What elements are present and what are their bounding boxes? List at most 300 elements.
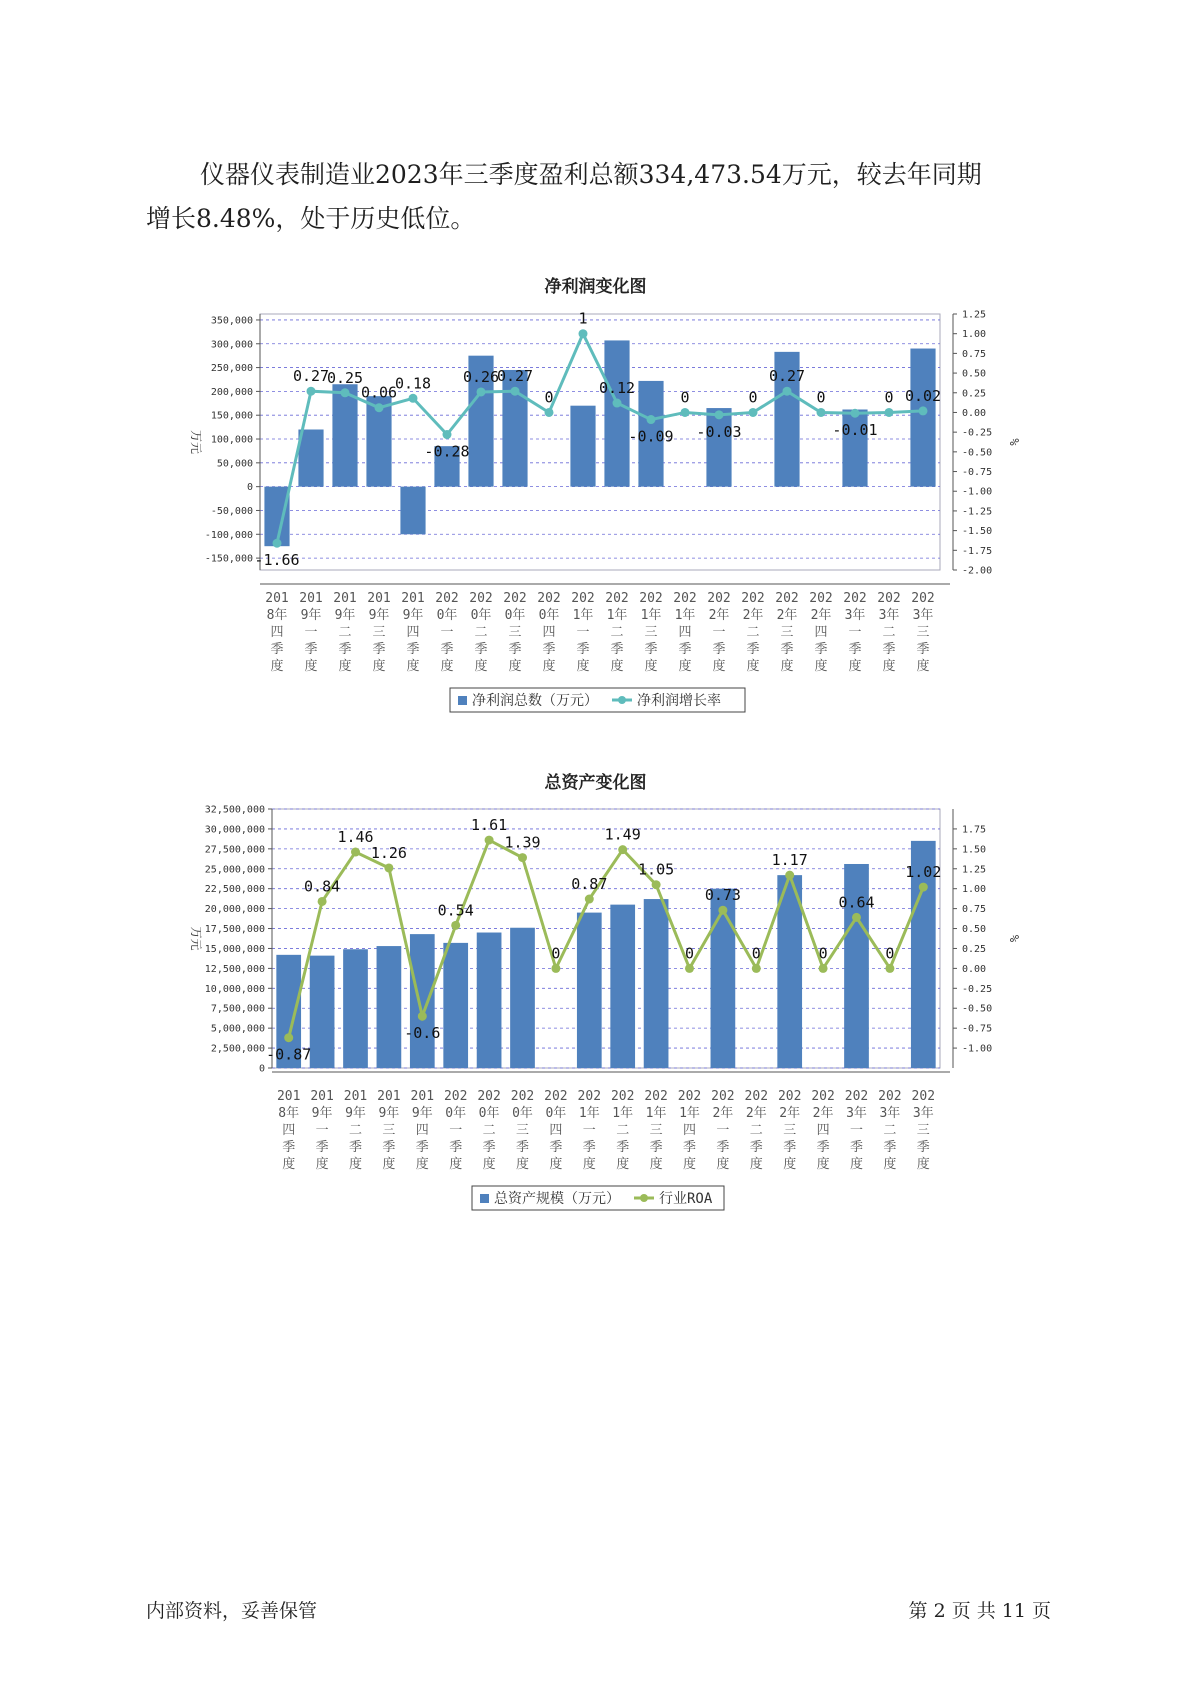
y2-tick-label: 1.25 [962, 309, 987, 321]
data-label: 0.73 [704, 886, 741, 905]
x-tick-label: 9年 [368, 608, 390, 623]
y2-axis-title: % [1007, 438, 1021, 446]
bar [377, 946, 402, 1068]
y2-tick-label: 0.00 [962, 407, 987, 419]
line-point [451, 921, 460, 930]
x-tick-label: 202 [544, 1089, 568, 1104]
data-label: 0.25 [326, 368, 364, 387]
data-label: 0.54 [437, 901, 474, 920]
x-tick-label: 度 [814, 659, 828, 674]
x-tick-label: 季 [816, 1140, 830, 1155]
y2-tick-label: -1.75 [962, 545, 993, 557]
x-tick-label: 度 [882, 659, 896, 674]
x-tick-label: 一 [315, 1123, 329, 1138]
x-tick-label: 季 [372, 642, 386, 657]
x-tick-label: 季 [304, 642, 318, 657]
x-tick-label: 9年 [300, 608, 322, 623]
line-point [273, 539, 282, 548]
y-tick-label: 30,000,000 [204, 824, 265, 836]
y2-tick-label: -0.75 [962, 1023, 993, 1035]
x-tick-label: 季 [848, 642, 862, 657]
x-tick-label: 季 [883, 1140, 897, 1155]
y-tick-label: 250,000 [210, 363, 253, 375]
x-tick-label: 三 [916, 1123, 930, 1138]
legend-bar-swatch [480, 1194, 489, 1203]
x-tick-label: 202 [843, 591, 867, 606]
x-tick-label: 一 [712, 625, 726, 640]
x-tick-label: 202 [610, 1089, 635, 1104]
x-tick-label: 季 [576, 642, 590, 657]
line-point [715, 410, 724, 419]
x-tick-label: 三 [372, 625, 386, 640]
x-tick-label: 三 [508, 625, 522, 640]
y-tick-label: 12,500,000 [204, 963, 265, 975]
line-point [852, 913, 861, 922]
y2-tick-label: 0.25 [962, 943, 987, 955]
line-point [851, 409, 860, 418]
x-tick-label: 度 [616, 1157, 630, 1172]
data-label: 0 [816, 388, 826, 407]
x-tick-label: 2年 [712, 1106, 734, 1121]
line-point [783, 387, 792, 396]
x-tick-label: 度 [916, 659, 930, 674]
x-tick-label: 度 [849, 1157, 864, 1172]
data-label: 0.06 [360, 383, 398, 402]
x-tick-label: 202 [673, 591, 697, 606]
x-tick-label: 202 [744, 1089, 769, 1104]
x-tick-label: 一 [716, 1123, 730, 1138]
x-tick-label: 9年 [345, 1106, 366, 1121]
data-label: 1.49 [604, 825, 641, 844]
x-tick-label: 度 [282, 1157, 296, 1172]
x-tick-label: 季 [482, 1140, 496, 1155]
x-tick-label: 一 [849, 1123, 864, 1138]
net-profit-chart [0, 300, 1191, 720]
legend-bar-swatch [458, 696, 467, 705]
bar [644, 899, 669, 1068]
x-tick-label: 3年 [879, 1106, 901, 1121]
x-tick-label: 度 [746, 659, 760, 674]
x-tick-label: 季 [916, 642, 930, 657]
line-point [819, 964, 828, 973]
x-tick-label: 三 [382, 1123, 396, 1138]
x-tick-label: 一 [440, 625, 454, 640]
x-tick-label: 度 [440, 659, 454, 674]
x-tick-label: 202 [577, 1089, 602, 1104]
x-tick-label: 四 [816, 1123, 830, 1138]
data-label: 0.12 [598, 379, 636, 398]
x-tick-label: 度 [542, 659, 556, 674]
x-tick-label: 季 [682, 1140, 697, 1155]
x-tick-label: 季 [449, 1140, 463, 1155]
x-tick-label: 202 [477, 1089, 501, 1104]
x-tick-label: 季 [542, 642, 556, 657]
line-point [409, 394, 418, 403]
data-label: 1.46 [337, 828, 374, 847]
x-tick-label: 202 [639, 591, 663, 606]
data-label: 1.39 [504, 833, 541, 852]
line-point [752, 964, 761, 973]
x-tick-label: 度 [848, 659, 862, 674]
x-tick-label: 一 [576, 625, 590, 640]
x-tick-label: 二 [474, 625, 488, 640]
x-tick-label: 1年 [645, 1106, 667, 1121]
y2-tick-label: 0.50 [962, 924, 987, 936]
x-tick-label: 202 [503, 591, 527, 606]
x-tick-label: 季 [783, 1140, 797, 1155]
x-tick-label: 度 [372, 659, 386, 674]
data-label: 0.27 [496, 367, 534, 386]
data-label: -0.03 [696, 422, 742, 441]
x-tick-label: 2年 [742, 608, 764, 623]
x-tick-label: 季 [382, 1140, 396, 1155]
chart1-title: 净利润变化图 [544, 277, 647, 297]
x-tick-label: 201 [310, 1089, 334, 1104]
x-tick-label: 度 [449, 1157, 463, 1172]
x-tick-label: 202 [844, 1089, 869, 1104]
y2-tick-label: 0.25 [962, 388, 987, 400]
x-tick-label: 202 [711, 1089, 735, 1104]
total-assets-chart [0, 796, 1191, 1216]
line-point [681, 408, 690, 417]
x-tick-label: 季 [749, 1140, 763, 1155]
data-label: 0.84 [304, 877, 341, 896]
x-tick-label: 度 [816, 1157, 830, 1172]
y-tick-label: 22,500,000 [204, 884, 265, 896]
data-label: 0 [680, 388, 690, 407]
x-tick-label: 201 [333, 591, 357, 606]
x-tick-label: 度 [576, 659, 590, 674]
y2-tick-label: 1.00 [962, 329, 987, 341]
x-tick-label: 季 [678, 642, 692, 657]
x-tick-label: 四 [678, 625, 692, 640]
y-tick-label: 0 [258, 1063, 265, 1075]
y-tick-label: 300,000 [210, 339, 253, 351]
x-tick-label: 季 [746, 642, 760, 657]
x-tick-label: 一 [449, 1123, 463, 1138]
x-tick-label: 202 [644, 1089, 668, 1104]
legend-line-label: 净利润增长率 [637, 693, 721, 709]
y-tick-label: 32,500,000 [204, 804, 265, 816]
data-label: 0 [748, 388, 758, 407]
data-label: 0 [751, 944, 761, 963]
x-tick-label: 0年 [545, 1106, 567, 1121]
x-tick-label: 四 [542, 625, 556, 640]
x-tick-label: 季 [814, 642, 828, 657]
x-tick-label: 度 [348, 1157, 363, 1172]
y2-tick-label: 0.00 [962, 963, 987, 975]
x-tick-label: 度 [582, 1157, 596, 1172]
data-label: 0.87 [571, 875, 608, 894]
bar [604, 340, 629, 486]
x-tick-label: 季 [610, 642, 624, 657]
x-tick-label: 度 [678, 659, 692, 674]
y-tick-label: 10,000,000 [204, 983, 265, 995]
x-tick-label: 四 [682, 1123, 697, 1138]
x-tick-label: 1年 [612, 1106, 634, 1121]
x-tick-label: 0年 [445, 1106, 467, 1121]
x-tick-label: 度 [508, 659, 522, 674]
x-tick-label: 202 [911, 591, 935, 606]
data-label: 0.27 [768, 367, 806, 386]
x-tick-label: 季 [916, 1140, 930, 1155]
x-tick-label: 9年 [378, 1106, 400, 1121]
x-tick-label: 度 [474, 659, 488, 674]
y-tick-label: 20,000,000 [204, 904, 265, 916]
x-tick-label: 二 [616, 1123, 630, 1138]
chart2-title: 总资产变化图 [544, 773, 647, 793]
line-point [685, 964, 694, 973]
x-tick-label: 度 [338, 659, 352, 674]
data-label: 1 [578, 309, 588, 328]
y-tick-label: 350,000 [210, 315, 253, 327]
line-point [652, 880, 661, 889]
plot-area [260, 314, 940, 570]
x-tick-label: 0年 [478, 1106, 500, 1121]
x-tick-label: 3年 [912, 608, 934, 623]
y2-axis-title: % [1007, 934, 1021, 943]
x-tick-label: 202 [878, 1089, 902, 1104]
line-point [919, 883, 928, 892]
x-tick-label: 四 [415, 1123, 429, 1138]
data-label: 0.27 [292, 367, 330, 386]
bar [910, 349, 935, 487]
line-point [817, 408, 826, 417]
x-tick-label: 度 [406, 659, 420, 674]
data-label: 0 [885, 944, 895, 963]
line-point [375, 403, 384, 412]
x-tick-label: 一 [848, 625, 862, 640]
y2-tick-label: -1.50 [962, 526, 993, 538]
y-axis-title: 万元 [189, 429, 203, 455]
y-tick-label: -50,000 [210, 505, 253, 517]
line-point [647, 415, 656, 424]
x-tick-label: 一 [304, 625, 318, 640]
line-point [885, 408, 894, 417]
x-tick-label: 二 [749, 1123, 763, 1138]
x-tick-label: 四 [814, 625, 828, 640]
x-tick-label: 三 [515, 1123, 530, 1138]
x-tick-label: 季 [338, 642, 352, 657]
y2-tick-label: -2.00 [962, 565, 993, 577]
x-tick-label: 202 [775, 591, 799, 606]
x-tick-label: 度 [304, 659, 318, 674]
y-tick-label: 200,000 [210, 386, 253, 398]
legend-line-label: 行业ROA [659, 1191, 713, 1207]
x-tick-label: 3年 [846, 1106, 867, 1121]
data-label: 0 [544, 388, 554, 407]
x-tick-label: 3年 [878, 608, 900, 623]
data-label: -0.28 [424, 442, 470, 461]
x-tick-label: 度 [382, 1157, 396, 1172]
line-point [919, 406, 928, 415]
x-tick-label: 2年 [745, 1106, 767, 1121]
x-tick-label: 季 [882, 642, 896, 657]
x-tick-label: 度 [549, 1157, 563, 1172]
data-label: 0 [884, 388, 894, 407]
x-tick-label: 三 [649, 1123, 663, 1138]
y2-tick-label: -0.25 [962, 983, 993, 995]
data-label: 0 [551, 944, 561, 963]
x-tick-label: 0年 [512, 1106, 533, 1121]
y-tick-label: 2,500,000 [210, 1043, 265, 1055]
x-tick-label: 201 [410, 1089, 435, 1104]
data-label: 1.02 [905, 863, 942, 882]
data-label: -1.66 [254, 551, 300, 570]
x-tick-label: 季 [712, 642, 726, 657]
x-tick-label: 0年 [436, 608, 458, 623]
y-tick-label: 7,500,000 [210, 1003, 265, 1015]
x-tick-label: 201 [401, 591, 425, 606]
x-tick-label: 季 [716, 1140, 730, 1155]
data-label: 1.05 [638, 860, 675, 879]
x-tick-label: 四 [406, 625, 420, 640]
x-tick-label: 二 [348, 1123, 363, 1138]
x-tick-label: 3年 [912, 1106, 934, 1121]
x-tick-label: 202 [877, 591, 901, 606]
bar [777, 875, 802, 1068]
x-tick-label: 一 [582, 1123, 596, 1138]
x-tick-label: 201 [276, 1089, 301, 1104]
x-tick-label: 季 [644, 642, 658, 657]
bar [711, 889, 736, 1068]
paragraph-line-2: 增长8.48%，处于历史低位。 [146, 204, 476, 233]
x-tick-label: 202 [741, 591, 765, 606]
x-tick-label: 度 [883, 1157, 897, 1172]
bar [343, 949, 368, 1068]
x-tick-label: 季 [515, 1140, 530, 1155]
footer-left: 内部资料，妥善保管 [146, 1600, 318, 1622]
x-tick-label: 度 [315, 1157, 329, 1172]
x-tick-label: 0年 [470, 608, 492, 623]
paragraph-line-1: 仪器仪表制造业2023年三季度盈利总额334,473.54万元，较去年同期 [200, 160, 982, 189]
x-tick-label: 度 [644, 659, 658, 674]
x-tick-label: 季 [549, 1140, 563, 1155]
line-point [551, 964, 560, 973]
data-label: -0.87 [266, 1045, 312, 1064]
x-tick-label: 度 [415, 1157, 429, 1172]
y-tick-label: 27,500,000 [204, 844, 265, 856]
x-tick-label: 0年 [538, 608, 560, 623]
x-tick-label: 202 [911, 1089, 936, 1104]
bar [577, 913, 602, 1068]
data-label: 0.26 [462, 367, 500, 386]
x-tick-label: 3年 [844, 608, 866, 623]
x-tick-label: 201 [265, 591, 289, 606]
y2-tick-label: -0.50 [962, 1003, 993, 1015]
data-label: 0 [684, 944, 695, 963]
data-label: 0 [818, 944, 828, 963]
x-tick-label: 度 [482, 1157, 496, 1172]
bar [298, 429, 323, 486]
x-tick-label: 季 [616, 1140, 630, 1155]
x-tick-label: 二 [610, 625, 624, 640]
x-tick-label: 度 [649, 1157, 663, 1172]
x-tick-label: 1年 [606, 608, 628, 623]
x-tick-label: 2年 [779, 1106, 801, 1121]
x-tick-label: 2年 [708, 608, 730, 623]
x-tick-label: 202 [777, 1089, 802, 1104]
line-point [341, 388, 350, 397]
x-tick-label: 8年 [266, 608, 288, 623]
x-tick-label: 季 [415, 1140, 429, 1155]
line-point [307, 387, 316, 396]
line-point [585, 895, 594, 904]
y-tick-label: 150,000 [210, 410, 253, 422]
x-tick-label: 四 [549, 1123, 563, 1138]
y2-tick-label: -1.00 [962, 486, 993, 498]
line-point [485, 836, 494, 845]
x-tick-label: 季 [315, 1140, 329, 1155]
x-tick-label: 202 [811, 1089, 835, 1104]
x-tick-label: 季 [440, 642, 454, 657]
legend-line-marker [618, 696, 626, 704]
x-tick-label: 季 [780, 642, 794, 657]
data-label: 0.02 [904, 386, 942, 405]
legend-line-marker [640, 1194, 648, 1202]
y-tick-label: 15,000,000 [204, 943, 265, 955]
line-point [418, 1012, 427, 1021]
x-tick-label: 9年 [334, 608, 356, 623]
line-point [443, 430, 452, 439]
line-point [477, 387, 486, 396]
data-label: 0.64 [838, 893, 875, 912]
line-point [318, 897, 327, 906]
line-point [718, 906, 727, 915]
x-tick-label: 1年 [674, 608, 696, 623]
x-tick-label: 三 [916, 625, 930, 640]
x-tick-label: 季 [474, 642, 488, 657]
x-tick-label: 202 [537, 591, 561, 606]
y-tick-label: 25,000,000 [204, 864, 265, 876]
y2-tick-label: -0.75 [962, 467, 993, 479]
y-tick-label: 0 [246, 482, 253, 494]
x-tick-label: 2年 [812, 1106, 834, 1121]
x-tick-label: 四 [282, 1123, 296, 1138]
x-tick-label: 度 [712, 659, 726, 674]
x-tick-label: 201 [343, 1089, 368, 1104]
x-tick-label: 度 [610, 659, 624, 674]
x-tick-label: 季 [508, 642, 522, 657]
x-tick-label: 季 [849, 1140, 864, 1155]
y2-tick-label: 1.75 [962, 824, 987, 836]
bar [400, 487, 425, 535]
line-point [749, 408, 758, 417]
x-tick-label: 季 [649, 1140, 663, 1155]
x-tick-label: 度 [515, 1157, 530, 1172]
y-tick-label: -150,000 [204, 553, 253, 565]
x-tick-label: 二 [482, 1123, 496, 1138]
bar [443, 943, 468, 1068]
x-tick-label: 三 [644, 625, 658, 640]
x-tick-label: 季 [406, 642, 420, 657]
x-tick-label: 2年 [810, 608, 832, 623]
line-point [511, 387, 520, 396]
x-tick-label: 202 [469, 591, 493, 606]
y-tick-label: -100,000 [204, 529, 253, 541]
line-point [579, 329, 588, 338]
bar [706, 408, 731, 487]
x-tick-label: 度 [780, 659, 794, 674]
y2-tick-label: 0.75 [962, 348, 987, 360]
x-tick-label: 季 [282, 1140, 296, 1155]
data-label: -0.6 [404, 1024, 441, 1043]
x-tick-label: 9年 [402, 608, 424, 623]
legend-bar-label: 总资产规模（万元） [494, 1191, 620, 1207]
footer-page-number: 第 2 页 共 11 页 [908, 1600, 1051, 1622]
y-tick-label: 17,500,000 [204, 924, 265, 936]
bar [477, 933, 502, 1068]
